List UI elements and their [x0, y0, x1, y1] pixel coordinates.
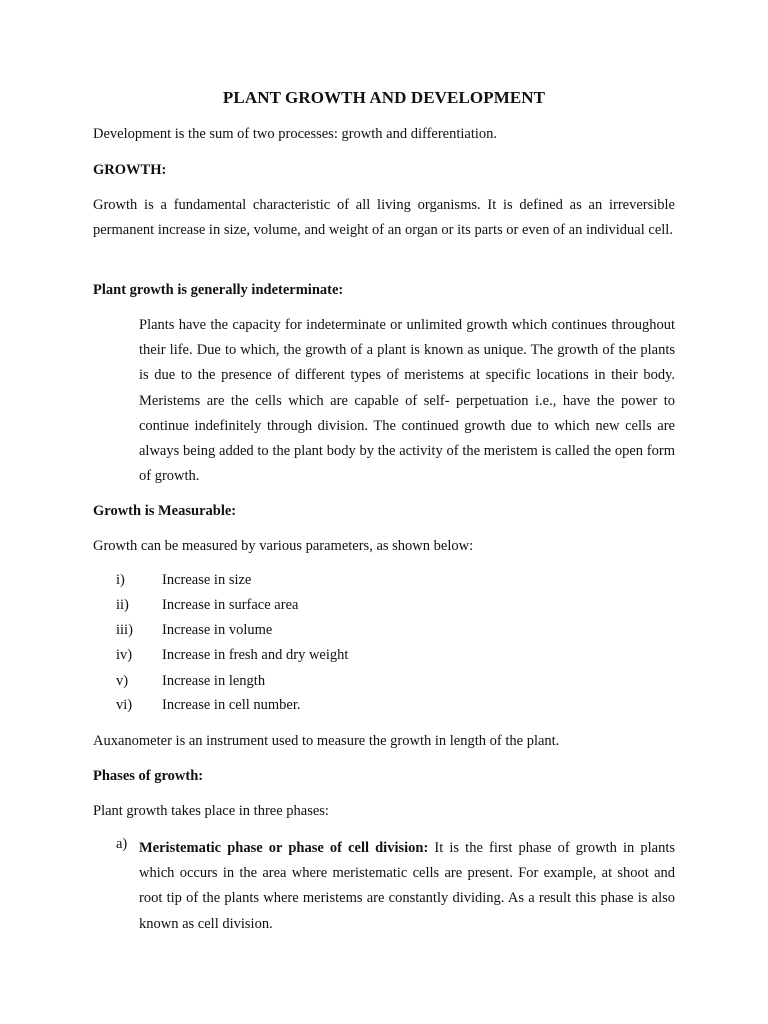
list-item	[116, 697, 566, 717]
list-number: iii)	[116, 622, 133, 638]
list-number: i)	[116, 572, 125, 588]
phases-intro: Plant growth takes place in three phases:	[93, 803, 329, 819]
phase-letter: a)	[116, 836, 128, 852]
list-text: Increase in length	[162, 673, 266, 689]
list-text: Increase in surface area	[162, 597, 299, 613]
list-text: Increase in fresh and dry weight	[162, 647, 349, 663]
list-number: ii)	[116, 597, 129, 613]
list-text: Increase in cell number.	[162, 697, 301, 713]
list-item	[116, 572, 566, 592]
auxanometer-text: Auxanometer is an instrument used to measure the growth in length of the plant.	[93, 733, 560, 749]
indeterminate-heading: Plant growth is generally indeterminate:	[93, 282, 344, 298]
list-number: iv)	[116, 647, 133, 663]
indeterminate-paragraph: Plants have the capacity for indeterminate or unlimited growth which continues throughout their life. Due to which, the growth of a plant is known as unique. The growth of the plants is due to the presence of different types of meristems at specific locations in their body. Meristems are the cells which are capable of self- perpetuation i.e., have the power to continue indefinitely through division. The continued growth due to which new cells are always being added to the plant body by the activity of the meristem is called the open form of growth.	[139, 317, 675, 485]
list-text: Increase in size	[162, 572, 252, 588]
list-number: v)	[116, 673, 129, 689]
list-item	[116, 622, 566, 642]
growth-definition: Growth is a fundamental characteristic of all living organisms. It is defined as an irreversible permanent increase in size, volume, and weight of an organ or its parts or even of an individual cell.	[93, 197, 675, 239]
growth-heading: GROWTH:	[93, 162, 167, 178]
measurable-intro: Growth can be measured by various parameters, as shown below:	[93, 538, 474, 554]
list-item	[116, 647, 566, 667]
list-item	[116, 673, 566, 693]
intro-text: Development is the sum of two processes: growth and differentiation.	[93, 126, 498, 142]
phase-body	[139, 836, 675, 937]
measurable-heading: Growth is Measurable:	[93, 503, 237, 519]
list-item	[116, 597, 566, 617]
list-text: Increase in volume	[162, 622, 273, 638]
phase-text: It is the first phase of growth in plants which occurs in the area where meristematic cells are present. For example, at shoot and root tip of the plants where meristems are constantly dividing. As a result this phase is also known as cell division.	[139, 840, 675, 932]
phase-term: Meristematic phase or phase of cell division:	[139, 840, 429, 856]
list-number: vi)	[116, 697, 133, 713]
document-title: PLANT GROWTH AND DEVELOPMENT	[222, 88, 546, 107]
phases-heading: Phases of growth:	[93, 768, 204, 784]
